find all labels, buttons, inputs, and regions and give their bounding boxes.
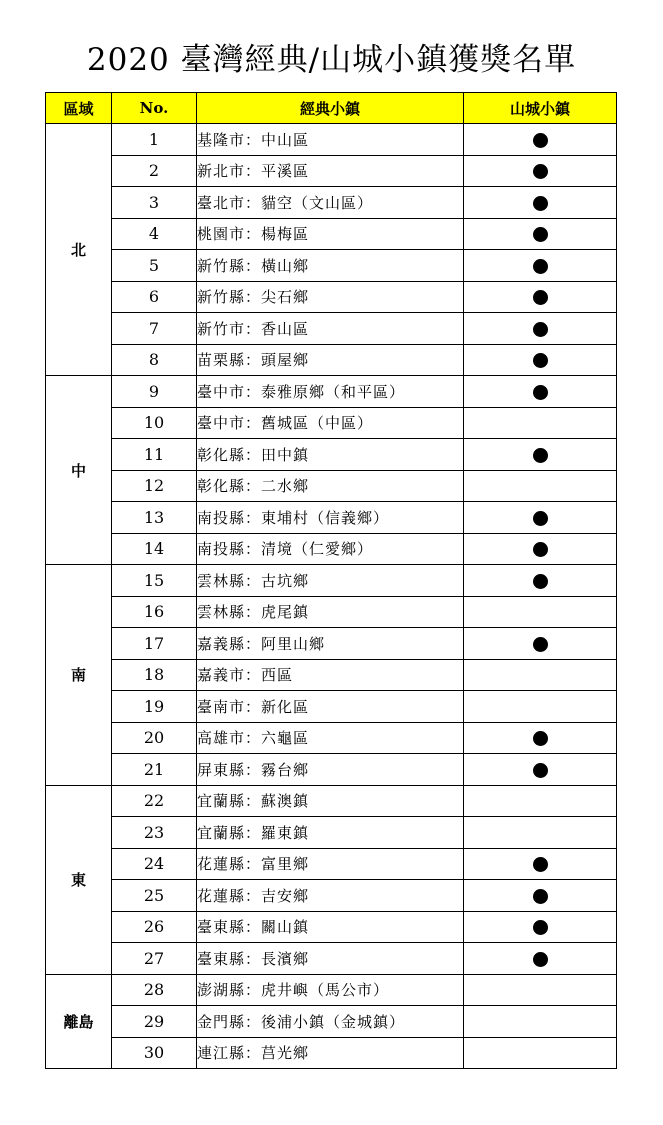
row-number: 24 bbox=[112, 848, 197, 880]
filled-circle-icon bbox=[533, 542, 548, 557]
mountain-town-cell bbox=[464, 754, 617, 786]
classic-town-name: 基隆市：中山區 bbox=[197, 124, 464, 156]
table-row bbox=[46, 313, 617, 345]
row-number: 7 bbox=[112, 313, 197, 345]
row-number: 22 bbox=[112, 785, 197, 817]
classic-town-name: 花蓮縣：吉安鄉 bbox=[197, 880, 464, 912]
filled-circle-icon bbox=[533, 511, 548, 526]
filled-circle-icon bbox=[533, 322, 548, 337]
mountain-town-cell bbox=[464, 1006, 617, 1038]
row-number: 16 bbox=[112, 596, 197, 628]
classic-town-name: 新竹縣：尖石鄉 bbox=[197, 281, 464, 313]
table-row bbox=[46, 470, 617, 502]
table-row bbox=[46, 565, 617, 597]
header-mountain-town: 山城小鎮 bbox=[464, 93, 617, 124]
filled-circle-icon bbox=[533, 763, 548, 778]
classic-town-name: 嘉義縣：阿里山鄉 bbox=[197, 628, 464, 660]
mountain-town-cell bbox=[464, 785, 617, 817]
filled-circle-icon bbox=[533, 164, 548, 179]
mountain-town-cell bbox=[464, 848, 617, 880]
filled-circle-icon bbox=[533, 448, 548, 463]
row-number: 25 bbox=[112, 880, 197, 912]
row-number: 17 bbox=[112, 628, 197, 660]
classic-town-name: 宜蘭縣：羅東鎮 bbox=[197, 817, 464, 849]
filled-circle-icon bbox=[533, 290, 548, 305]
mountain-town-cell bbox=[464, 628, 617, 660]
filled-circle-icon bbox=[533, 133, 548, 148]
filled-circle-icon bbox=[533, 889, 548, 904]
mountain-town-cell bbox=[464, 565, 617, 597]
filled-circle-icon bbox=[533, 227, 548, 242]
table-row bbox=[46, 722, 617, 754]
row-number: 27 bbox=[112, 943, 197, 975]
mountain-town-cell bbox=[464, 344, 617, 376]
region-cell: 中 bbox=[46, 376, 112, 565]
row-number: 3 bbox=[112, 187, 197, 219]
mountain-town-cell bbox=[464, 281, 617, 313]
table-row bbox=[46, 817, 617, 849]
table-row bbox=[46, 880, 617, 912]
classic-town-name: 彰化縣：二水鄉 bbox=[197, 470, 464, 502]
mountain-town-cell bbox=[464, 533, 617, 565]
classic-town-name: 臺東縣：長濱鄉 bbox=[197, 943, 464, 975]
row-number: 12 bbox=[112, 470, 197, 502]
row-number: 4 bbox=[112, 218, 197, 250]
table-row bbox=[46, 124, 617, 156]
classic-town-name: 彰化縣：田中鎮 bbox=[197, 439, 464, 471]
region-cell: 東 bbox=[46, 785, 112, 974]
awards-table bbox=[45, 92, 617, 1069]
classic-town-name: 雲林縣：古坑鄉 bbox=[197, 565, 464, 597]
table-header-row bbox=[46, 93, 617, 124]
table-row bbox=[46, 344, 617, 376]
mountain-town-cell bbox=[464, 502, 617, 534]
classic-town-name: 新北市：平溪區 bbox=[197, 155, 464, 187]
filled-circle-icon bbox=[533, 731, 548, 746]
filled-circle-icon bbox=[533, 196, 548, 211]
table-row bbox=[46, 911, 617, 943]
page-title: 2020 臺灣經典/山城小鎮獲獎名單 bbox=[86, 42, 577, 78]
row-number: 15 bbox=[112, 565, 197, 597]
table-row bbox=[46, 155, 617, 187]
row-number: 13 bbox=[112, 502, 197, 534]
mountain-town-cell bbox=[464, 817, 617, 849]
mountain-town-cell bbox=[464, 880, 617, 912]
mountain-town-cell bbox=[464, 470, 617, 502]
classic-town-name: 澎湖縣：虎井嶼（馬公市） bbox=[197, 974, 464, 1006]
filled-circle-icon bbox=[533, 952, 548, 967]
table-row bbox=[46, 596, 617, 628]
table-row bbox=[46, 218, 617, 250]
classic-town-name: 桃園市：楊梅區 bbox=[197, 218, 464, 250]
classic-town-name: 臺中市：舊城區（中區） bbox=[197, 407, 464, 439]
table-row bbox=[46, 187, 617, 219]
row-number: 26 bbox=[112, 911, 197, 943]
header-no: No. bbox=[112, 93, 197, 124]
row-number: 1 bbox=[112, 124, 197, 156]
filled-circle-icon bbox=[533, 259, 548, 274]
classic-town-name: 屏東縣：霧台鄉 bbox=[197, 754, 464, 786]
mountain-town-cell bbox=[464, 313, 617, 345]
table-row bbox=[46, 1006, 617, 1038]
mountain-town-cell bbox=[464, 250, 617, 282]
row-number: 30 bbox=[112, 1037, 197, 1069]
mountain-town-cell bbox=[464, 439, 617, 471]
row-number: 18 bbox=[112, 659, 197, 691]
table-row bbox=[46, 785, 617, 817]
region-cell: 南 bbox=[46, 565, 112, 786]
row-number: 28 bbox=[112, 974, 197, 1006]
row-number: 19 bbox=[112, 691, 197, 723]
table-row bbox=[46, 848, 617, 880]
row-number: 5 bbox=[112, 250, 197, 282]
classic-town-name: 嘉義市：西區 bbox=[197, 659, 464, 691]
classic-town-name: 高雄市：六龜區 bbox=[197, 722, 464, 754]
mountain-town-cell bbox=[464, 187, 617, 219]
classic-town-name: 宜蘭縣：蘇澳鎮 bbox=[197, 785, 464, 817]
header-region: 區域 bbox=[46, 93, 112, 124]
filled-circle-icon bbox=[533, 637, 548, 652]
filled-circle-icon bbox=[533, 385, 548, 400]
row-number: 20 bbox=[112, 722, 197, 754]
row-number: 10 bbox=[112, 407, 197, 439]
table-body bbox=[46, 124, 617, 1069]
table-row bbox=[46, 533, 617, 565]
mountain-town-cell bbox=[464, 376, 617, 408]
classic-town-name: 新竹縣：橫山鄉 bbox=[197, 250, 464, 282]
mountain-town-cell bbox=[464, 218, 617, 250]
classic-town-name: 臺東縣：關山鎮 bbox=[197, 911, 464, 943]
row-number: 8 bbox=[112, 344, 197, 376]
mountain-town-cell bbox=[464, 407, 617, 439]
table-row bbox=[46, 407, 617, 439]
mountain-town-cell bbox=[464, 691, 617, 723]
table-row bbox=[46, 974, 617, 1006]
header-classic-town: 經典小鎮 bbox=[197, 93, 464, 124]
row-number: 6 bbox=[112, 281, 197, 313]
filled-circle-icon bbox=[533, 857, 548, 872]
row-number: 29 bbox=[112, 1006, 197, 1038]
table-row bbox=[46, 659, 617, 691]
table-row bbox=[46, 250, 617, 282]
table-row bbox=[46, 1037, 617, 1069]
table-row bbox=[46, 628, 617, 660]
mountain-town-cell bbox=[464, 911, 617, 943]
classic-town-name: 雲林縣：虎尾鎮 bbox=[197, 596, 464, 628]
mountain-town-cell bbox=[464, 124, 617, 156]
row-number: 9 bbox=[112, 376, 197, 408]
mountain-town-cell bbox=[464, 943, 617, 975]
table-row bbox=[46, 754, 617, 786]
region-cell: 離島 bbox=[46, 974, 112, 1069]
classic-town-name: 南投縣：清境（仁愛鄉） bbox=[197, 533, 464, 565]
mountain-town-cell bbox=[464, 155, 617, 187]
classic-town-name: 花蓮縣：富里鄉 bbox=[197, 848, 464, 880]
mountain-town-cell bbox=[464, 596, 617, 628]
mountain-town-cell bbox=[464, 974, 617, 1006]
filled-circle-icon bbox=[533, 353, 548, 368]
table-row bbox=[46, 281, 617, 313]
classic-town-name: 苗栗縣：頭屋鄉 bbox=[197, 344, 464, 376]
table-row bbox=[46, 943, 617, 975]
classic-town-name: 臺北市：貓空（文山區） bbox=[197, 187, 464, 219]
mountain-town-cell bbox=[464, 722, 617, 754]
classic-town-name: 臺南市：新化區 bbox=[197, 691, 464, 723]
row-number: 21 bbox=[112, 754, 197, 786]
row-number: 14 bbox=[112, 533, 197, 565]
row-number: 23 bbox=[112, 817, 197, 849]
row-number: 2 bbox=[112, 155, 197, 187]
table-row bbox=[46, 376, 617, 408]
table-row bbox=[46, 439, 617, 471]
classic-town-name: 金門縣：後浦小鎮（金城鎮） bbox=[197, 1006, 464, 1038]
classic-town-name: 新竹市：香山區 bbox=[197, 313, 464, 345]
region-cell: 北 bbox=[46, 124, 112, 376]
filled-circle-icon bbox=[533, 920, 548, 935]
classic-town-name: 臺中市：泰雅原鄉（和平區） bbox=[197, 376, 464, 408]
table-row bbox=[46, 502, 617, 534]
mountain-town-cell bbox=[464, 659, 617, 691]
filled-circle-icon bbox=[533, 574, 548, 589]
classic-town-name: 連江縣：莒光鄉 bbox=[197, 1037, 464, 1069]
table-row bbox=[46, 691, 617, 723]
row-number: 11 bbox=[112, 439, 197, 471]
mountain-town-cell bbox=[464, 1037, 617, 1069]
classic-town-name: 南投縣：東埔村（信義鄉） bbox=[197, 502, 464, 534]
